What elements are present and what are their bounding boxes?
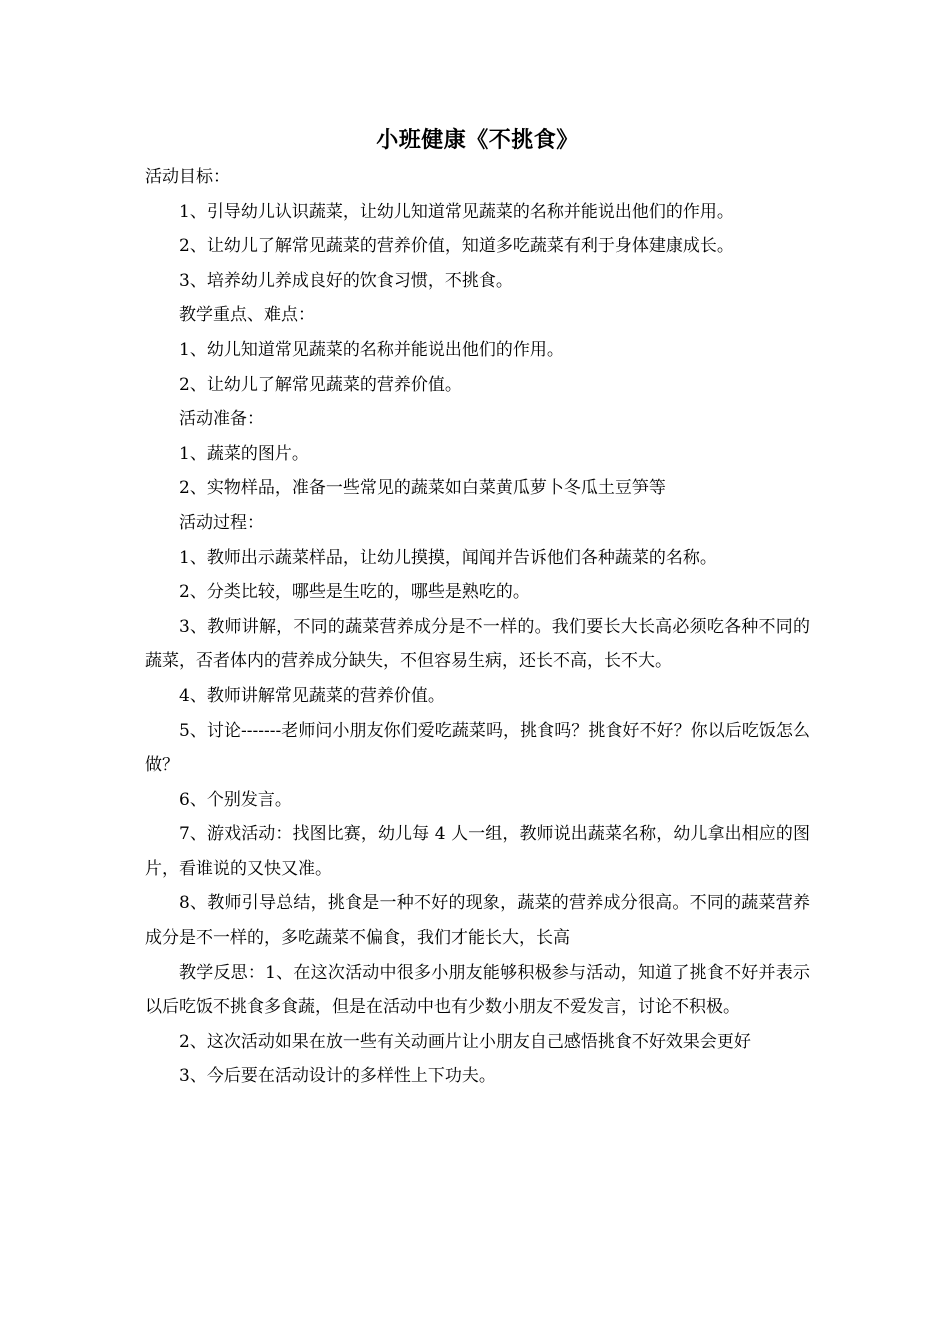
document-title: 小班健康《不挑食》 bbox=[376, 127, 579, 153]
paragraph-process-heading: 活动过程： bbox=[179, 512, 264, 533]
document-page bbox=[145, 120, 810, 1094]
paragraph-goal-2: 2、让幼儿了解常见蔬菜的营养价值，知道多吃蔬菜有利于身体建康成长。 bbox=[179, 236, 734, 257]
paragraph-key-point-1: 1、幼儿知道常见蔬菜的名称并能说出他们的作用。 bbox=[179, 339, 564, 360]
paragraph-goal-1: 1、引导幼儿认识蔬菜，让幼儿知道常见蔬菜的名称并能说出他们的作用。 bbox=[179, 201, 734, 222]
paragraph-key-points-heading: 教学重点、难点： bbox=[179, 305, 315, 326]
paragraph-process-1: 1、教师出示蔬菜样品，让幼儿摸摸，闻闻并告诉他们各种蔬菜的名称。 bbox=[179, 547, 717, 568]
paragraph-preparation-1: 1、蔬菜的图片。 bbox=[179, 443, 309, 464]
paragraph-key-point-2: 2、让幼儿了解常见蔬菜的营养价值。 bbox=[179, 374, 462, 395]
paragraph-reflection-2: 2、这次活动如果在放一些有关动画片让小朋友自己感悟挑食不好效果会更好 bbox=[179, 1031, 751, 1052]
paragraph-reflection-3: 3、今后要在活动设计的多样性上下功夫。 bbox=[179, 1066, 496, 1087]
paragraph-process-4: 4、教师讲解常见蔬菜的营养价值。 bbox=[179, 685, 445, 706]
paragraph-process-3: 3、教师讲解，不同的蔬菜营养成分是不一样的。我们要长大长高必须吃各种不同的蔬菜，否者体内的营养成分缺失，不但容易生病，还长不高，长不大。 bbox=[145, 616, 810, 672]
paragraph-goal-3: 3、培养幼儿养成良好的饮食习惯，不挑食。 bbox=[179, 270, 513, 291]
paragraph-process-7: 7、游戏活动：找图比赛，幼儿每 4 人一组，教师说出蔬菜名称，幼儿拿出相应的图片，看谁说的又快又准。 bbox=[145, 824, 810, 879]
paragraph-process-5: 5、讨论-------老师问小朋友你们爱吃蔬菜吗，挑食吗？挑食好不好？你以后吃饭怎么做？ bbox=[145, 720, 810, 776]
paragraph-preparation-heading: 活动准备： bbox=[179, 409, 264, 430]
document-body bbox=[145, 160, 810, 1094]
paragraph-preparation-2: 2、实物样品，准备一些常见的蔬菜如白菜黄瓜萝卜冬瓜土豆笋等 bbox=[179, 478, 666, 499]
paragraph-process-2: 2、分类比较，哪些是生吃的，哪些是熟吃的。 bbox=[179, 582, 530, 603]
paragraph-activity-goals-heading: 活动目标： bbox=[145, 167, 230, 187]
paragraph-process-8: 8、教师引导总结，挑食是一种不好的现象，蔬菜的营养成分很高。不同的蔬菜营养成分是不一样的，多吃蔬菜不偏食，我们才能长大，长高 bbox=[145, 893, 810, 949]
paragraph-process-6: 6、个别发言。 bbox=[179, 789, 292, 810]
paragraph-reflection-1: 教学反思：1、在这次活动中很多小朋友能够积极参与活动，知道了挑食不好并表示以后吃饭不挑食多食蔬，但是在活动中也有少数小朋友不爱发言，讨论不积极。 bbox=[145, 962, 810, 1018]
